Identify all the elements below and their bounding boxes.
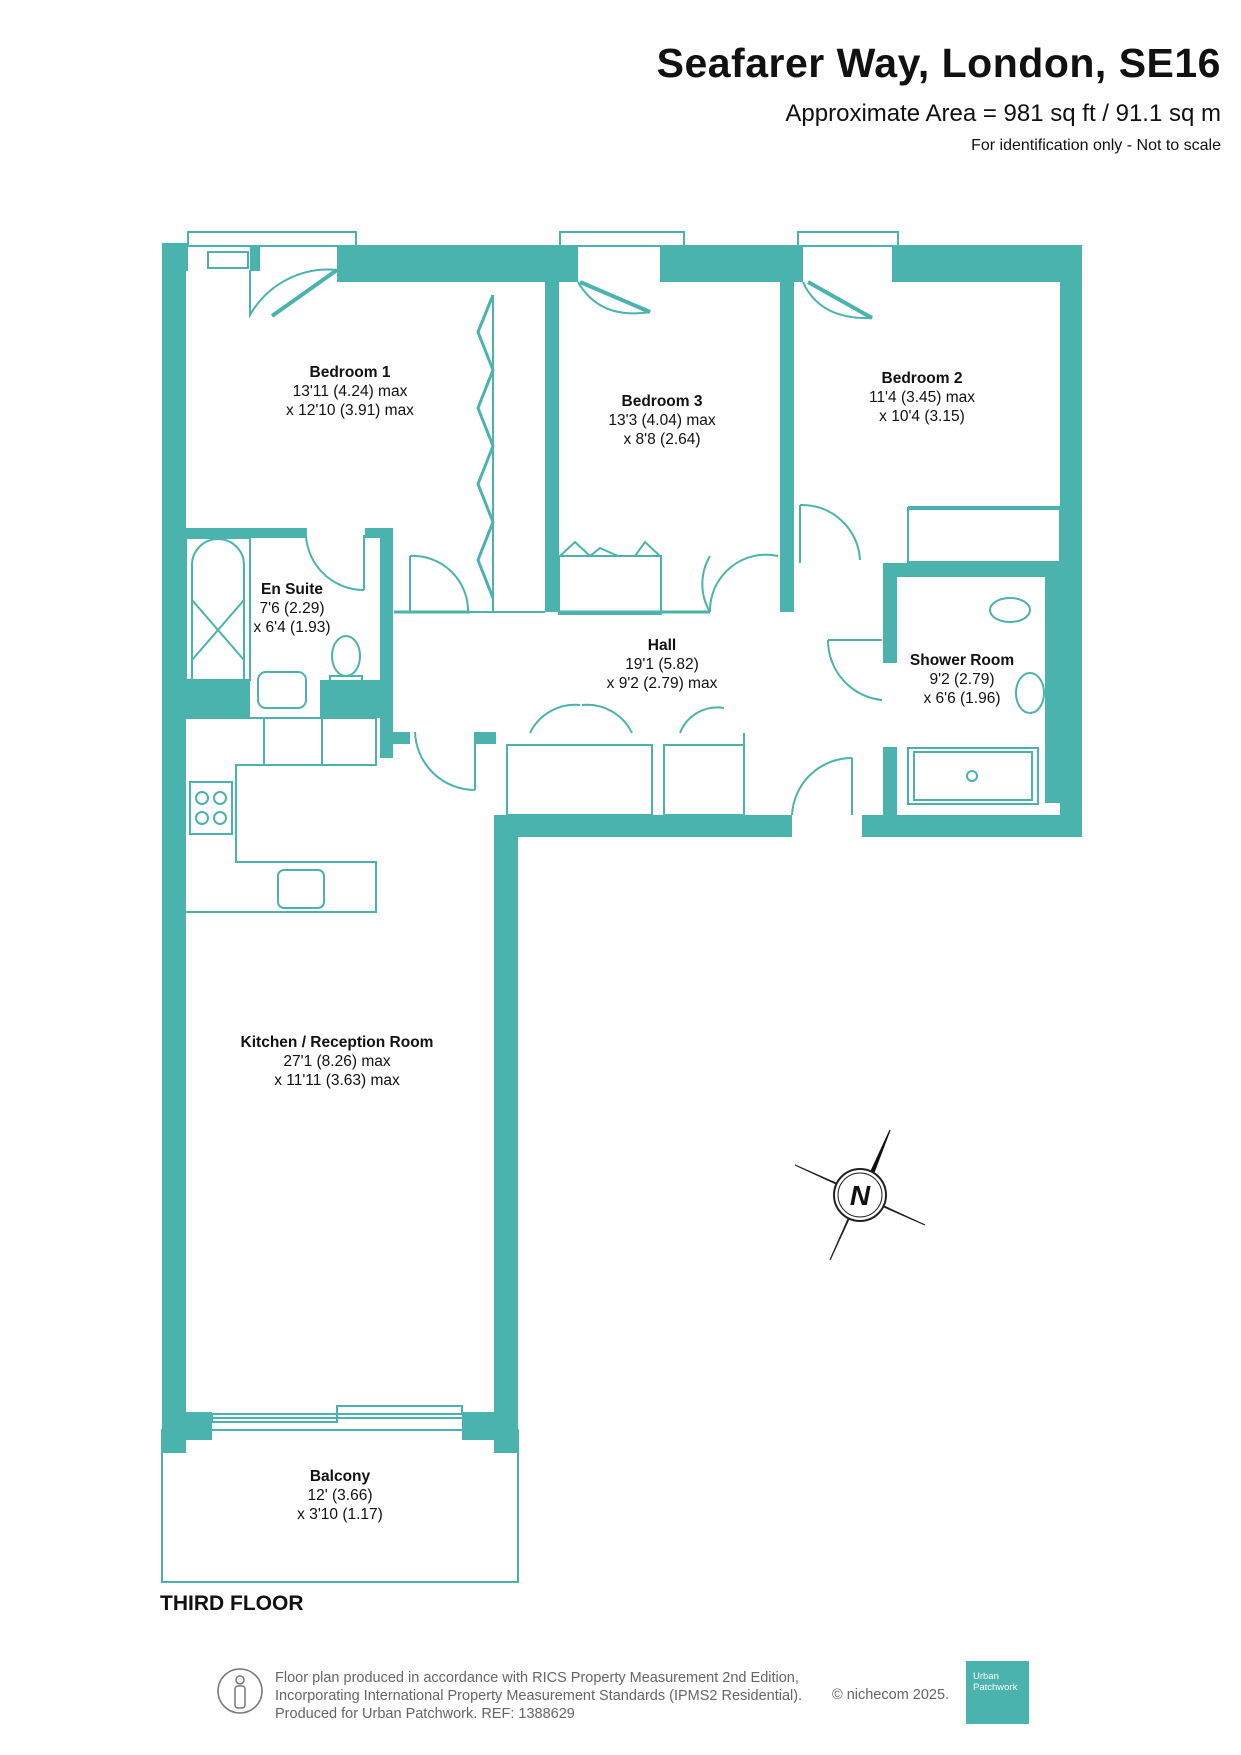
room-dimension: x 12'10 (3.91) max [286,402,414,419]
room-bedroom-3 [608,392,715,449]
room-name: Hall [647,637,677,654]
room-name: Shower Room [909,652,1015,669]
approximate-area: Approximate Area = 981 sq ft / 91.1 sq m [785,100,1221,127]
person-icon [216,1667,264,1715]
room-kitchen-reception [241,1033,434,1090]
property-title: Seafarer Way, London, SE16 [656,40,1221,86]
room-dimension: 13'3 (4.04) max [608,412,716,429]
room-name: Balcony [309,1468,371,1485]
room-shower-room [910,651,1014,708]
footer-line: Floor plan produced in accordance with RICS Property Measurement 2nd Edition, [275,1670,799,1686]
room-bedroom-1 [286,363,414,420]
room-dimension: x 3'10 (1.17) [297,1506,383,1523]
room-name: Bedroom 3 [621,393,703,410]
agency-logo [966,1661,1029,1724]
footer-line: Incorporating International Property Measurement Standards (IPMS2 Residential). [275,1688,803,1704]
room-dimension: x 10'4 (3.15) [879,408,965,425]
room-dimension: x 8'8 (2.64) [623,431,701,448]
room-dimension: 7'6 (2.29) [259,600,325,617]
room-balcony [297,1467,383,1524]
room-dimension: x 9'2 (2.79) max [606,675,718,692]
footer-text [275,1669,802,1723]
room-name: Bedroom 1 [309,364,391,381]
north-compass-icon [790,1125,930,1265]
room-dimension: 13'11 (4.24) max [292,383,408,400]
logo-line: Urban [973,1671,999,1682]
room-bedroom-2 [869,369,975,426]
compass-letter: N [849,1180,871,1211]
floor-label: THIRD FLOOR [160,1592,304,1615]
room-name: En Suite [260,581,323,598]
copyright: © nichecom 2025. [832,1687,950,1703]
room-hall [607,636,718,693]
logo-line: Patchwork [973,1682,1018,1693]
room-dimension: 19'1 (5.82) [625,656,699,673]
room-dimension: 12' (3.66) [307,1487,373,1504]
room-dimension: 27'1 (8.26) max [283,1053,391,1070]
scale-note: For identification only - Not to scale [971,137,1221,154]
room-name: Kitchen / Reception Room [240,1034,434,1051]
room-name: Bedroom 2 [881,370,963,387]
room-dimension: x 6'6 (1.96) [923,690,1001,707]
footer-line: Produced for Urban Patchwork. REF: 1388629 [275,1706,575,1722]
room-en-suite [253,580,330,637]
room-dimension: x 11'11 (3.63) max [274,1072,400,1089]
room-dimension: x 6'4 (1.93) [253,619,331,636]
room-dimension: 9'2 (2.79) [929,671,995,688]
room-dimension: 11'4 (3.45) max [868,389,976,406]
